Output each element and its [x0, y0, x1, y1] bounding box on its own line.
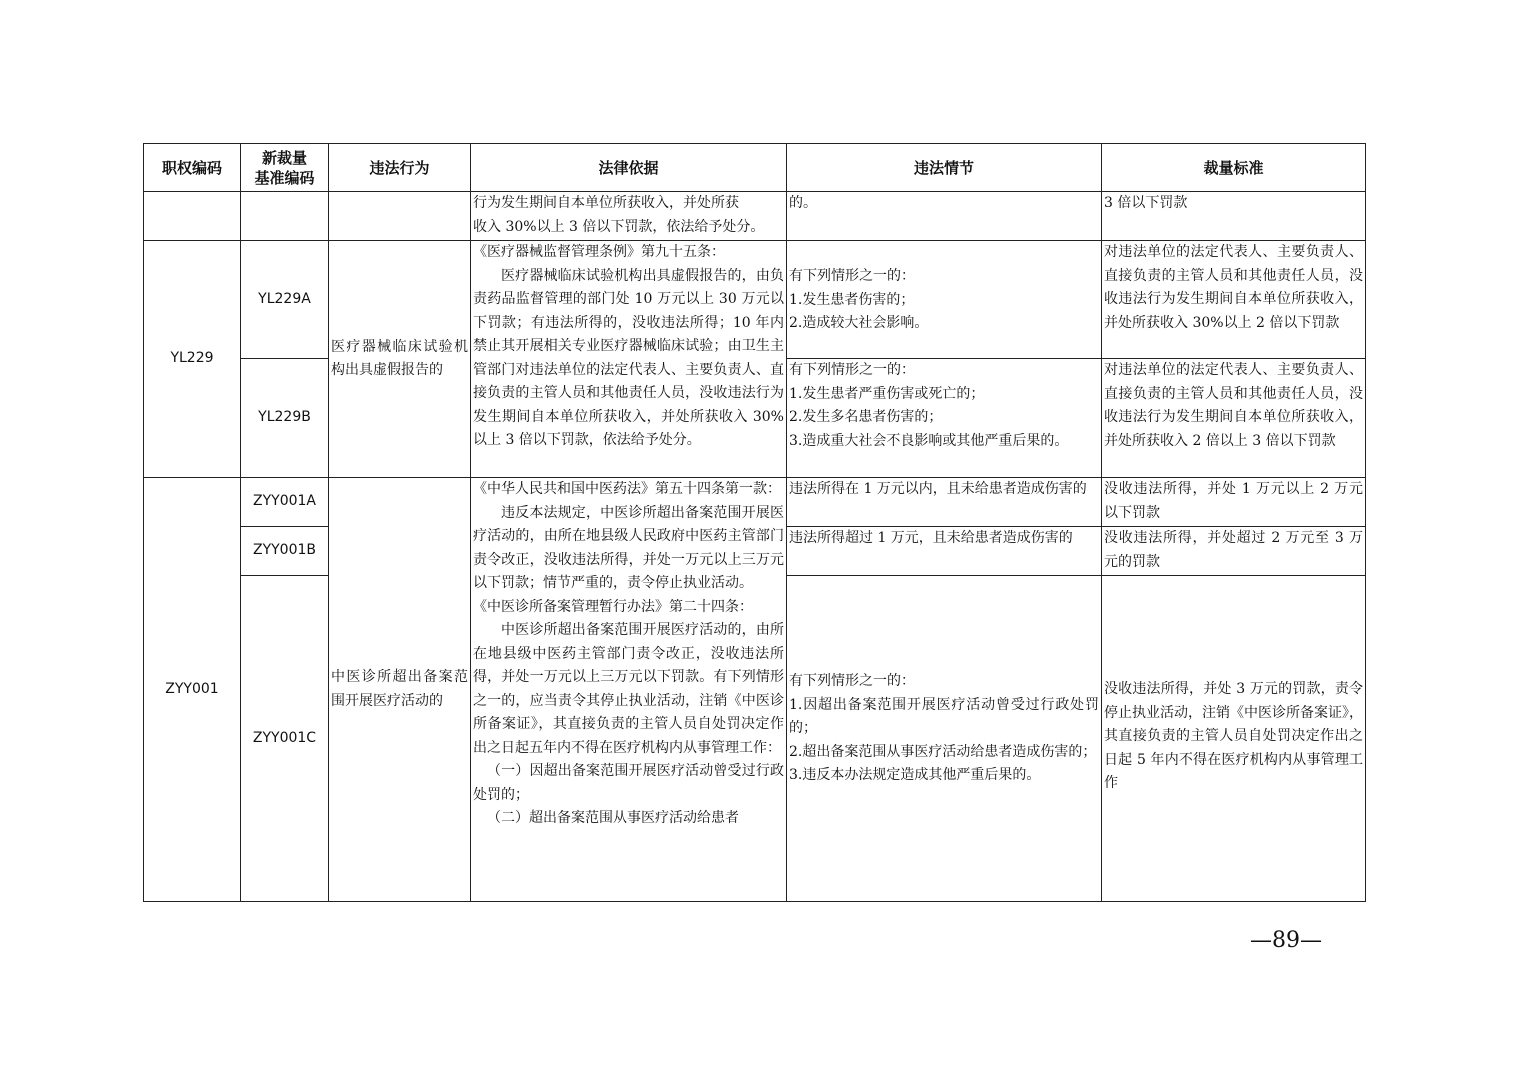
circumstance-line: 有下列情形之一的：: [789, 362, 915, 378]
circumstance-cell: 违法所得超过 1 万元，且未给患者造成伤害的: [787, 527, 1102, 576]
violation-cell: 中医诊所超出备案范围开展医疗活动的: [329, 478, 471, 902]
circumstance-line: 1.发生患者伤害的；: [789, 291, 915, 308]
circumstance-line: 3.违反本办法规定造成其他严重后果的。: [789, 767, 1041, 783]
legal-basis-line: 行为发生期间自本单位所获收入，并处所获: [473, 195, 739, 211]
legal-basis-title: 《中华人民共和国中医药法》第五十四条第一款：: [473, 481, 781, 497]
standard-cell: 3 倍以下罚款: [1102, 192, 1366, 241]
header-legal-basis: 法律依据: [471, 144, 787, 192]
sub-code: YL229A: [241, 241, 329, 359]
legal-basis-text: 违反本法规定，中医诊所超出备案范围开展医疗活动的，由所在地县级人民政府中医药主管部门责令改正，没收违法所得，并处一万元以上三万元以下罚款；情节严重的，责令停止执业活动。: [473, 504, 784, 591]
standard-cell: 没收违法所得，并处超过 2 万元至 3 万元的罚款: [1102, 527, 1366, 576]
circumstance-line: 2.超出备案范围从事医疗活动给患者造成伤害的；: [789, 743, 1097, 760]
sub-code: ZYY001B: [241, 527, 329, 576]
legal-basis-title: 《中医诊所备案管理暂行办法》第二十四条：: [473, 598, 753, 615]
standard-cell: [1102, 576, 1366, 902]
circumstance-line: 有下列情形之一的：: [789, 268, 915, 284]
legal-basis-item: （二）超出备案范围从事医疗活动给患者: [487, 810, 739, 826]
circumstance-line: 3.造成重大社会不良影响或其他严重后果的。: [789, 432, 1069, 449]
violation-cell: 医疗器械临床试验机构出具虚假报告的: [329, 241, 471, 478]
page-number: —89—: [1250, 928, 1322, 953]
penalty-standards-table: [143, 143, 1366, 902]
header-violation: 违法行为: [329, 144, 471, 192]
legal-basis-line: 收入 30%以上 3 倍以下罚款，依法给予处分。: [473, 218, 765, 235]
legal-basis-text: 医疗器械临床试验机构出具虚假报告的，由负责药品监督管理的部门处 10 万元以上 30 万元以下罚款；有违法所得的，没收违法所得；10 年内禁止其开展相关专业医疗器械临床试验；由卫生主管部门对违法单位的法定代表人、主要负责人、直接负责的主管人员和其他责任人员，没收违法行为发生期间自本单位所获收入，并处所获收入 30%以上 3 倍以下罚款，依法给予处分。: [473, 267, 784, 448]
circumstance-cell: [787, 576, 1102, 902]
circumstance-line: 1.发生患者严重伤害或死亡的；: [789, 385, 985, 402]
header-circumstances: 违法情节: [787, 144, 1102, 192]
sub-code: ZYY001C: [241, 576, 329, 902]
standard-cell: 对违法单位的法定代表人、主要负责人、直接负责的主管人员和其他责任人员，没收违法行为发生期间自本单位所获收入，并处所获收入 30%以上 2 倍以下罚款: [1102, 241, 1366, 359]
circumstance-line: 有下列情形之一的：: [789, 673, 915, 689]
cell-empty: [329, 192, 471, 241]
legal-basis-text: 中医诊所超出备案范围开展医疗活动的，由所在地县级中医药主管部门责令改正，没收违法所得，并处一万元以上三万元以下罚款。有下列情形之一的，应当责令其停止执业活动，注销《中医诊所备案证》，其直接负责的主管人员自处罚决定作出之日起五年内不得在医疗机构内从事管理工作：: [473, 622, 784, 756]
table-row: [144, 478, 1366, 527]
legal-basis-title: 《医疗器械监督管理条例》第九十五条：: [473, 244, 725, 260]
sub-code: ZYY001A: [241, 478, 329, 527]
legal-basis-cell: [471, 478, 787, 902]
table-row: [144, 241, 1366, 359]
authority-code: YL229: [144, 241, 241, 478]
header-authority-code: 职权编码: [144, 144, 241, 192]
legal-basis-cell: [471, 241, 787, 478]
circumstance-cell: [787, 359, 1102, 478]
header-new-code-line1: 新裁量: [261, 148, 307, 167]
legal-basis-item: （一）因超出备案范围开展医疗活动曾受过行政处罚的；: [473, 763, 784, 803]
header-new-code-line2: 基准编码: [254, 168, 315, 187]
circumstance-cell: 的。: [787, 192, 1102, 241]
header-row: [144, 144, 1366, 192]
circumstance-cell: 违法所得在 1 万元以内，且未给患者造成伤害的: [787, 478, 1102, 527]
cell-empty: [241, 192, 329, 241]
table-row: [144, 192, 1366, 241]
header-standard: 裁量标准: [1102, 144, 1366, 192]
circumstance-line: 2.造成较大社会影响。: [789, 315, 929, 331]
standard-cell: 对违法单位的法定代表人、主要负责人、直接负责的主管人员和其他责任人员，没收违法行为发生期间自本单位所获收入，并处所获收入 2 倍以上 3 倍以下罚款: [1102, 359, 1366, 478]
standard-cell: 没收违法所得，并处 1 万元以上 2 万元以下罚款: [1102, 478, 1366, 527]
authority-code: ZYY001: [144, 478, 241, 902]
cell-empty: [144, 192, 241, 241]
standard-text: 没收违法所得，并处 3 万元的罚款，责令停止执业活动，注销《中医诊所备案证》，其直接负责的主管人员自处罚决定作出之日起 5 年内不得在医疗机构内从事管理工作: [1104, 681, 1363, 791]
legal-basis-cell: [471, 192, 787, 241]
circumstance-line: 1.因超出备案范围开展医疗活动曾受过行政处罚的；: [789, 696, 1099, 736]
circumstance-cell: [787, 241, 1102, 359]
header-new-code: [241, 144, 329, 192]
sub-code: YL229B: [241, 359, 329, 478]
circumstance-line: 2.发生多名患者伤害的；: [789, 409, 943, 425]
